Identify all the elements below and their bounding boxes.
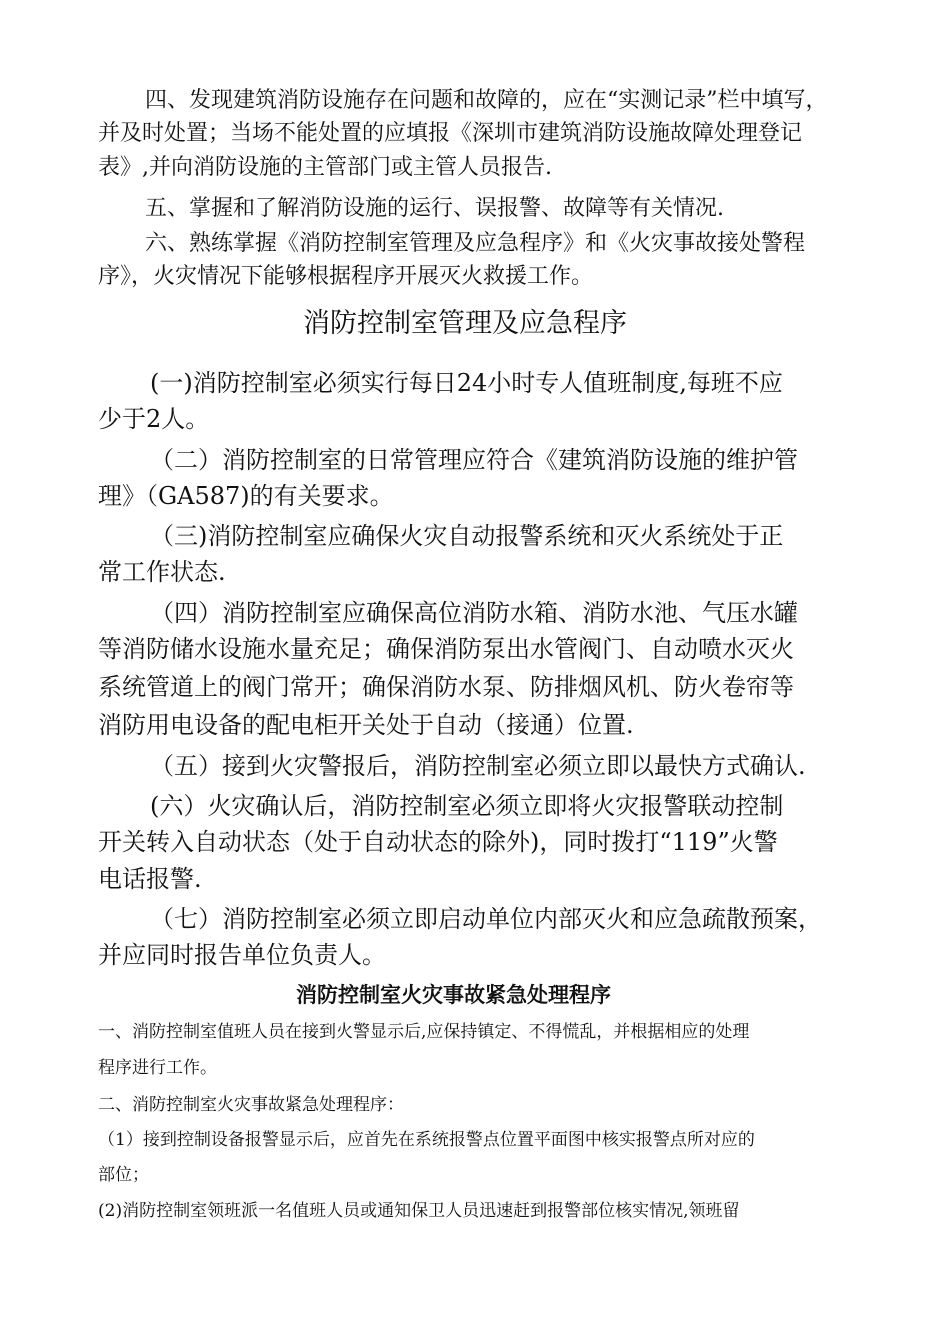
subsection-title: 消防控制室火灾事故紧急处理程序 (296, 983, 611, 1007)
paragraph-line: 开关转入自动状态（处于自动状态的除外)，同时拨打“119”火警 (98, 828, 778, 856)
paragraph-line: （二）消防控制室的日常管理应符合《建筑消防设施的维护管 (150, 446, 798, 474)
paragraph-line: 系统管道上的阀门常开；确保消防水泵、防排烟风机、防火卷帘等 (98, 673, 794, 701)
paragraph-line: 表》,并向消防设施的主管部门或主管人员报告. (98, 155, 552, 180)
paragraph-line: 消防用电设备的配电柜开关处于自动（接通）位置. (98, 711, 634, 739)
paragraph-line: 少于2人。 (98, 405, 210, 433)
paragraph-line: 常工作状态. (98, 558, 226, 586)
paragraph-line: 并及时处置；当场不能处置的应填报《深圳市建筑消防设施故障处理登记 (98, 121, 803, 146)
paragraph-line: 并应同时报告单位负责人。 (98, 941, 386, 969)
paragraph-line: （1）接到控制设备报警显示后，应首先在系统报警点位置平面图中核实报警点所对应的 (98, 1130, 755, 1150)
paragraph-line: 一、消防控制室值班人员在接到火警显示后,应保持镇定、不得慌乱，并根据相应的处理 (98, 1022, 750, 1042)
paragraph-line: (一)消防控制室必须实行每日24小时专人值班制度,每班不应 (150, 369, 783, 397)
paragraph-line: （七）消防控制室必须立即启动单位内部灭火和应急疏散预案， (150, 905, 822, 933)
paragraph-line: 等消防储水设施水量充足；确保消防泵出水管阀门、自动喷水灭火 (98, 635, 794, 663)
paragraph-line: 序》，火灾情况下能够根据程序开展灭火救援工作。 (98, 264, 594, 289)
paragraph-line: (六）火灾确认后，消防控制室必须立即将火灾报警联动控制 (150, 792, 784, 820)
paragraph-line: 六、熟练掌握《消防控制室管理及应急程序》和《火灾事故接处警程 (145, 231, 806, 256)
paragraph-line: 五、掌握和了解消防设施的运行、误报警、故障等有关情况. (145, 196, 724, 221)
paragraph-line: 电话报警. (98, 865, 202, 893)
paragraph-line: 程序进行工作。 (98, 1058, 217, 1078)
paragraph-line: （三)消防控制室应确保火灾自动报警系统和灭火系统处于正 (150, 522, 784, 550)
paragraph-line: (2)消防控制室领班派一名值班人员或通知保卫人员迅速赶到报警部位核实情况,领班留 (98, 1201, 740, 1221)
paragraph-line: （四）消防控制室应确保高位消防水箱、消防水池、气压水罐 (150, 599, 798, 627)
section-title: 消防控制室管理及应急程序 (303, 308, 627, 339)
paragraph-line: 部位； (98, 1165, 149, 1185)
paragraph-line: （五）接到火灾警报后，消防控制室必须立即以最快方式确认. (150, 752, 806, 780)
paragraph-line: 理》（GA587)的有关要求。 (98, 482, 394, 510)
paragraph-line: 二、消防控制室火灾事故紧急处理程序： (98, 1095, 404, 1115)
paragraph-line: 四、发现建筑消防设施存在问题和故障的，应在“实测记录”栏中填写， (145, 88, 828, 113)
